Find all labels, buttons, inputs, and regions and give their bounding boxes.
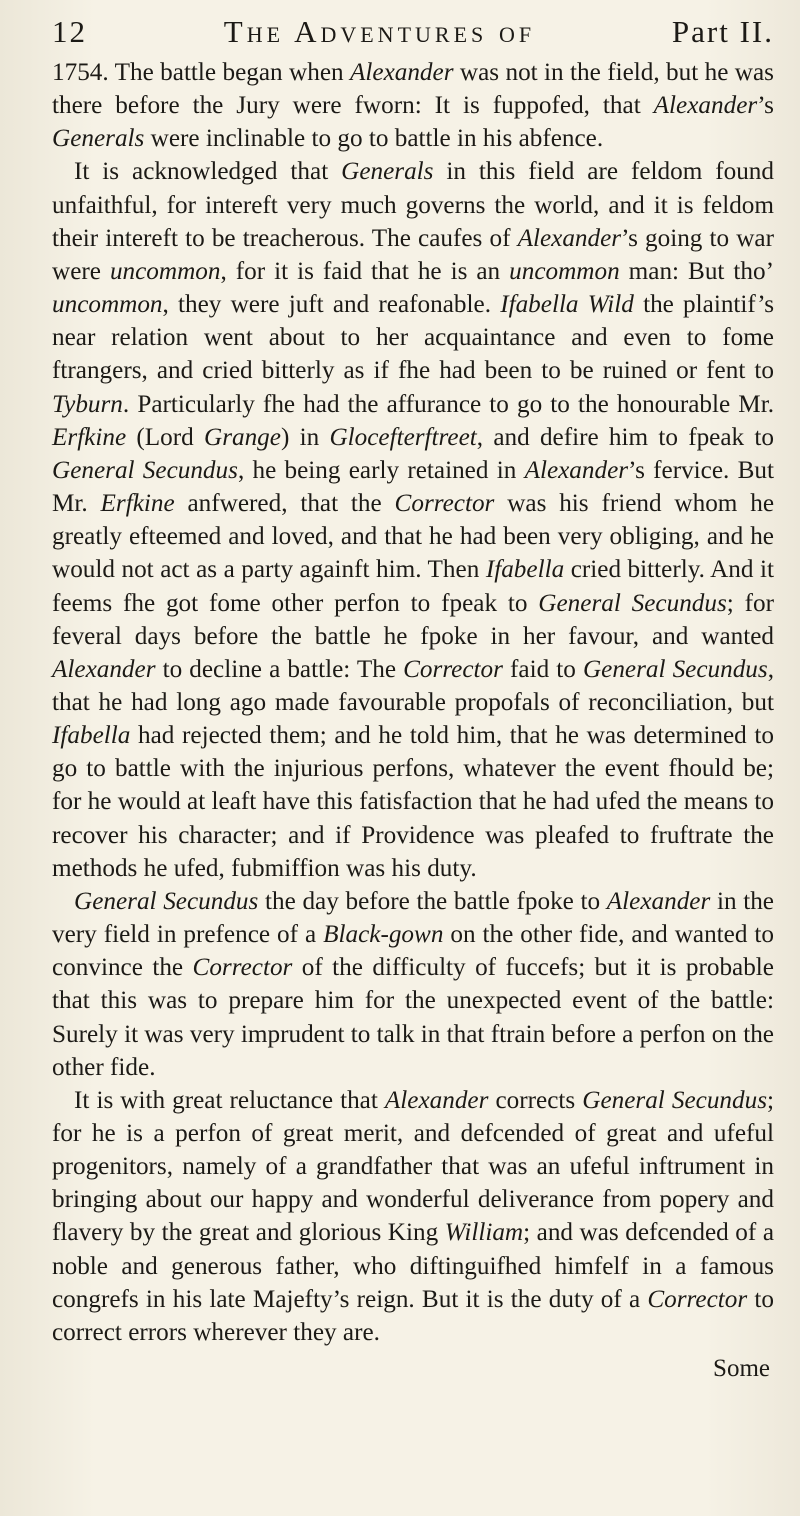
part-label: Part II. (671, 14, 774, 49)
page-number: 12 (52, 14, 87, 49)
body-text (52, 56, 774, 1349)
running-title: The Adventures of (223, 14, 536, 49)
paragraph: It is acknowledged that Generals in this field are feldom found unfaithful, for intereft very much governs the world, and it is feldom their intereft to be treacherous. The caufes of Alexander’s going to war were uncommon, for it is faid that he is an uncommon man: But tho’ uncommon, they were juft and reafonable. Ifabella Wild the plaintif’s near relation went about to her acquaintance and even to fome ftrangers, and cried bitterly as if fhe had been to be ruined or fent to Tyburn. Particularly fhe had the affurance to go to the honourable Mr. Erfkine (Lord Grange) in Glocefterftreet, and defire him to fpeak to General Secundus, he being early retained in Alexander’s fervice. But Mr. Erfkine anfwered, that the Corrector was his friend whom he greatly efteemed and loved, and that he had been very obliging, and he would not act as a party againft him. Then Ifabella cried bitterly. And it feems fhe got fome other perfon to fpeak to General Secundus; for feveral days before the battle he fpoke in her favour, and wanted Alexander to decline a battle: The Corrector faid to General Secundus, that he had long ago made favourable propofals of reconciliation, but Ifabella had rejected them; and he told him, that he was determined to go to battle with the injurious perfons, whatever the event fhould be; for he would at leaft have this fatisfaction that he had ufed the means to recover his character; and if Providence was pleafed to fruftrate the methods he ufed, fubmiffion was his duty. (52, 158, 774, 882)
catchword: Some (713, 1355, 770, 1383)
paragraph: It is with great reluctance that Alexander corrects General Secundus; for he is a perfon of great merit, and defcended of great and ufeful progenitors, namely of a grandfather that was an ufeful inftrument in bringing about our happy and wonderful deliverance from popery and flavery by the great and glorious King William; and was defcended of a noble and generous father, who diftinguifhed himfelf in a famous congrefs in his late Majefty’s reign. But it is the duty of a Corrector to correct errors wherever they are. (52, 1086, 775, 1346)
paragraph: General Secundus the day before the battle fpoke to Alexander in the very field in prefence of a Black-gown on the other fide, and wanted to convince the Corrector of the difficulty of fuccefs; but it is probable that this was to prepare him for the unexpected event of the battle: Surely it was very imprudent to talk in that ftrain before a perfon on the other fide. (52, 887, 774, 1081)
running-header (52, 14, 774, 50)
paragraph: 1754. The battle began when Alexander was not in the field, but he was there before the Jury were fworn: It is fuppofed, that Alexander’s Generals were inclinable to go to battle in his abfence. (52, 59, 774, 153)
